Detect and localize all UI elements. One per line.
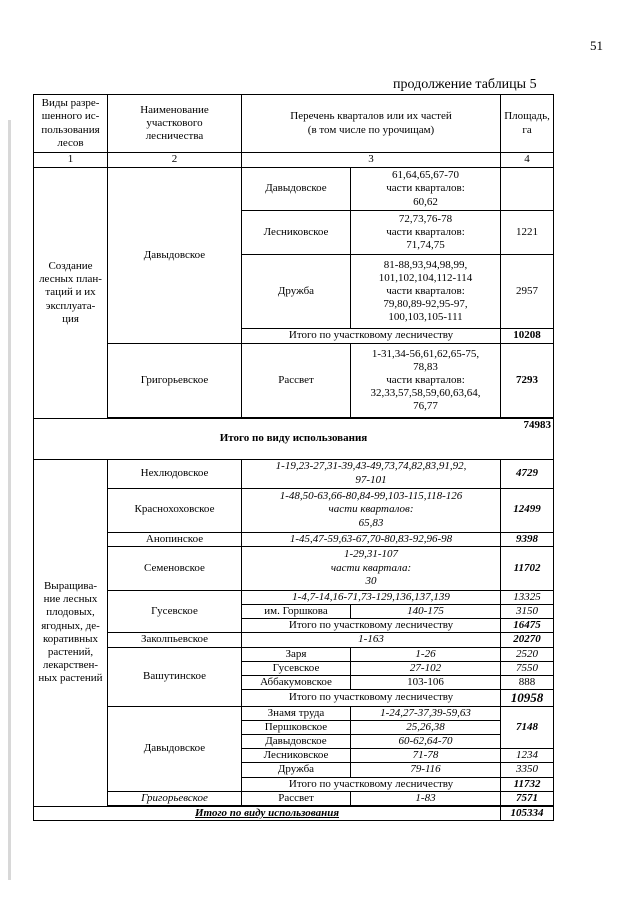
forest-use-table	[33, 94, 554, 821]
area-value	[501, 168, 554, 211]
forestry-name-zakolpyevskoe: Заколпьевское	[108, 633, 242, 647]
area-value: 11702	[501, 546, 554, 590]
area-value: 1234	[501, 749, 554, 763]
area-value: 3150	[501, 604, 554, 618]
table-row	[34, 168, 554, 211]
area-value: 7293	[501, 344, 554, 418]
header-forestry-name: Наименование участкового лесничества	[108, 95, 242, 153]
tract-name: Першковское	[242, 720, 351, 734]
quarters-list: 140-175	[351, 604, 501, 618]
use-type-total-row	[34, 806, 554, 820]
forestry-name-grigorievskoe-2: Григорьевское	[108, 791, 242, 805]
area-value: 1221	[501, 211, 554, 255]
forestry-name-davydovskoe-2: Давыдовское	[108, 706, 242, 791]
forestry-name-vashutinskoe: Вашутинское	[108, 647, 242, 706]
tract-name: Знамя труда	[242, 706, 351, 720]
use-type-total-label: Итого по виду использования	[219, 432, 368, 445]
area-value: 12499	[501, 488, 554, 532]
area-value: 20270	[501, 633, 554, 647]
use-type-total-label: Итого по виду использования	[34, 806, 501, 820]
quarters-list: 27-102	[351, 661, 501, 675]
table-row	[34, 633, 554, 647]
quarters-list: 25,26,38	[351, 720, 501, 734]
area-value-merged: 7148	[501, 706, 554, 749]
forestry-total-area: 11732	[501, 777, 554, 791]
forestry-total-label: Итого по участковому лесничеству	[242, 619, 501, 633]
tract-name: Аббакумовское	[242, 675, 351, 689]
forestry-name-gusevskoe: Гусевское	[108, 590, 242, 633]
forestry-total-label: Итого по участковому лесничеству	[242, 777, 501, 791]
table-row	[34, 546, 554, 590]
quarters-list: 71-78	[351, 749, 501, 763]
tract-name: Рассвет	[242, 344, 351, 418]
column-number-2: 2	[108, 153, 242, 168]
quarters-list: 72,73,76-78 части кварталов: 71,74,75	[351, 211, 501, 255]
page-number: 51	[590, 38, 603, 53]
tract-name: Заря	[242, 647, 351, 661]
use-type-total-area: 105334	[501, 806, 554, 820]
use-type-total-row	[34, 419, 554, 460]
quarters-list: 1-24,27-37,39-59,63	[351, 706, 501, 720]
tract-name: Дружба	[242, 763, 351, 777]
area-value: 7550	[501, 661, 554, 675]
forestry-name-krasnozhovskoe: Краснохоховское	[108, 488, 242, 532]
quarters-list: 1-45,47-59,63-67,70-80,83-92,96-98	[242, 532, 501, 546]
quarters-list: 1-48,50-63,66-80,84-99,103-115,118-126 части кварталов: 65,83	[242, 488, 501, 532]
table-header-row	[34, 95, 554, 153]
column-number-4: 4	[501, 153, 554, 168]
area-value: 3350	[501, 763, 554, 777]
table-row	[34, 706, 554, 720]
area-value: 13325	[501, 590, 554, 604]
forestry-total-area: 10958	[501, 690, 554, 707]
header-quarters-list: Перечень кварталов или их частей (в том числе по урочищам)	[242, 95, 501, 153]
table-row	[34, 791, 554, 805]
forestry-name-anopinskoe: Анопинское	[108, 532, 242, 546]
table-row	[34, 344, 554, 418]
table-row	[34, 647, 554, 661]
table-row	[34, 488, 554, 532]
quarters-list: 1-29,31-107 части квартала: 30	[242, 546, 501, 590]
area-value: 888	[501, 675, 554, 689]
forestry-name-davydovskoe: Давыдовское	[108, 168, 242, 344]
header-use-type: Виды разре- шенного ис- пользования лесов	[34, 95, 108, 153]
forestry-total-area: 10208	[501, 329, 554, 344]
quarters-list: 1-31,34-56,61,62,65-75, 78,83 части кварталов: 32,33,57,58,59,60,63,64, 76,77	[351, 344, 501, 418]
table-row	[34, 459, 554, 488]
area-value: 4729	[501, 459, 554, 488]
quarters-list: 79-116	[351, 763, 501, 777]
area-value: 2520	[501, 647, 554, 661]
tract-name: Дружба	[242, 255, 351, 329]
tract-name: Давыдовское	[242, 735, 351, 749]
table-row	[34, 590, 554, 604]
quarters-list: 60-62,64-70	[351, 735, 501, 749]
forestry-total-label: Итого по участковому лесничеству	[242, 329, 501, 344]
table-column-number-row	[34, 153, 554, 168]
forestry-total-area: 16475	[501, 619, 554, 633]
table-row	[34, 532, 554, 546]
quarters-list: 61,64,65,67-70 части кварталов: 60,62	[351, 168, 501, 211]
table-continuation-caption: продолжение таблицы 5	[393, 77, 537, 92]
quarters-list: 1-26	[351, 647, 501, 661]
forestry-name-nekhlyudovskoe: Нехлюдовское	[108, 459, 242, 488]
forestry-total-label: Итого по участковому лесничеству	[242, 690, 501, 707]
area-value: 7571	[501, 791, 554, 805]
tract-name: Рассвет	[242, 791, 351, 805]
forestry-name-grigorievskoe: Григорьевское	[108, 344, 242, 418]
quarters-list: 81-88,93,94,98,99, 101,102,104,112-114 части кварталов: 79,80,89-92,95-97, 100,103,105-111	[351, 255, 501, 329]
quarters-list: 1-163	[242, 633, 501, 647]
header-area: Площадь, га	[501, 95, 554, 153]
use-type-plantations: Создание лесных план- таций и их эксплуата- ция	[34, 168, 108, 419]
tract-name: Гусевское	[242, 661, 351, 675]
scan-edge-mark	[8, 120, 11, 880]
tract-name: Лесниковское	[242, 749, 351, 763]
area-value: 9398	[501, 532, 554, 546]
tract-name: Давыдовское	[242, 168, 351, 211]
tract-name: Лесниковское	[242, 211, 351, 255]
use-type-total	[34, 419, 554, 460]
quarters-list: 103-106	[351, 675, 501, 689]
area-value: 2957	[501, 255, 554, 329]
use-type-fruit-berry-plants: Выращива- ние лесных плодовых, ягодных, де- коративных растений, лекарствен- ных растений	[34, 459, 108, 806]
quarters-list: 1-4,7-14,16-71,73-129,136,137,139	[242, 590, 501, 604]
column-number-1: 1	[34, 153, 108, 168]
column-number-3: 3	[242, 153, 501, 168]
quarters-list: 1-19,23-27,31-39,43-49,73,74,82,83,91,92, 97-101	[242, 459, 501, 488]
forestry-name-semenovskoe: Семеновское	[108, 546, 242, 590]
use-type-total-area: 74983	[523, 419, 552, 431]
tract-name: им. Горшкова	[242, 604, 351, 618]
quarters-list: 1-83	[351, 791, 501, 805]
